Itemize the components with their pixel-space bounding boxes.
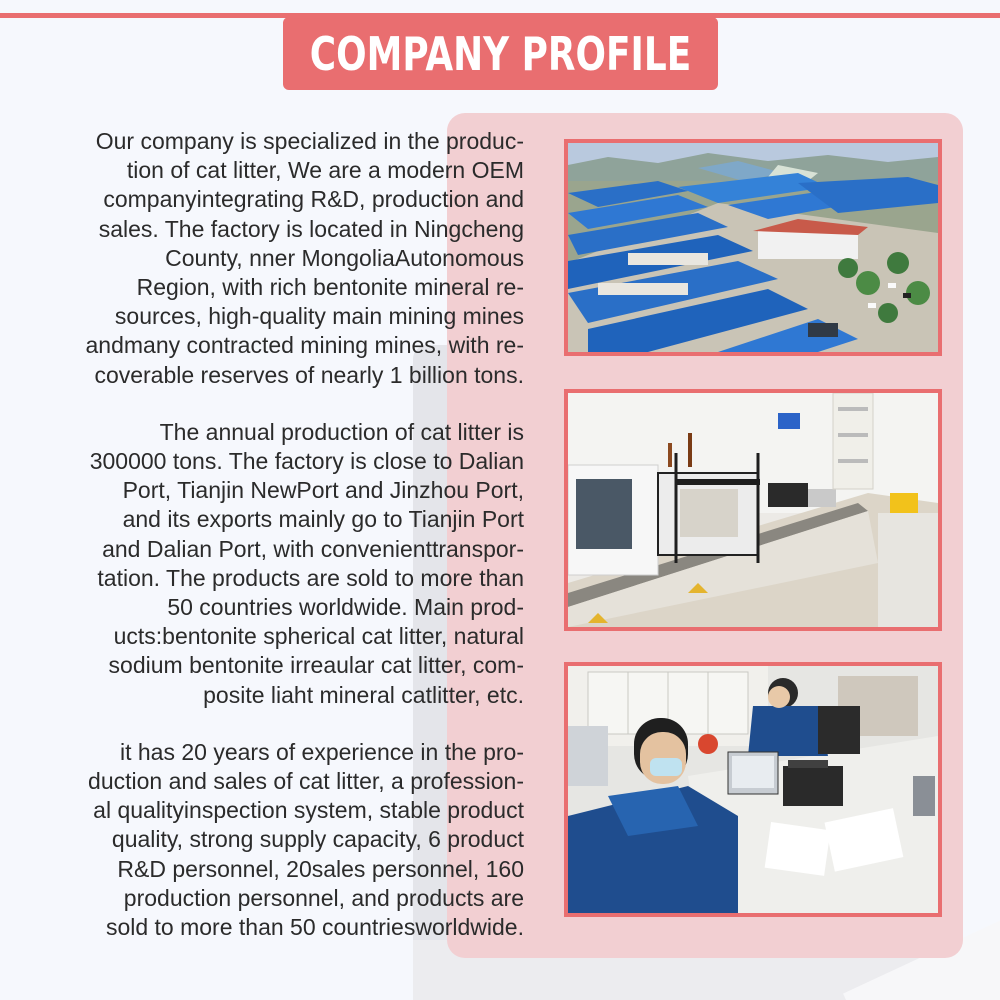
paragraph-line: Our company is specialized in the produc- [95,128,524,154]
profile-paragraph-3 [24,738,524,942]
paragraph-line: posite liaht mineral catlitter, etc. [203,681,524,708]
laboratory-photo [564,389,942,631]
paragraph-line: it has 20 years of experience in the pro- [119,738,524,765]
paragraph-line: tion of cat litter, We are a modern OEM [126,157,524,184]
paragraph-line: production personnel, and products are [123,884,524,911]
office-workers-photo [564,662,942,917]
paragraph-line: quality, strong supply capacity, 6 product [111,826,524,853]
paragraph-line: andmany contracted mining mines, with re- [85,332,524,359]
paragraph-line: sales. The factory is located in Ningcheng [98,215,524,242]
paragraph-line: coverable reserves of nearly 1 billion tons. [94,361,524,388]
paragraph-line: 50 countries worldwide. Main prod- [167,594,524,621]
page-title: COMPANY PROFILE [309,26,692,81]
profile-paragraph-2 [24,418,524,710]
paragraph-line: companyintegrating R&D, production and [103,186,524,213]
paragraph-line: The annual production of cat litter is [159,418,524,445]
paragraph-line: sodium bentonite irreaular cat litter, com- [108,652,524,679]
paragraph-line: 300000 tons. The factory is close to Dalian [89,448,524,475]
paragraph-line: al qualityinspection system, stable product [93,797,524,824]
paragraph-line: ucts:bentonite spherical cat litter, natural [113,623,524,650]
paragraph-line: sold to more than 50 countriesworldwide. [105,914,524,941]
paragraph-line: Region, with rich bentonite mineral re- [136,274,524,301]
paragraph-line: and Dalian Port, with convenienttranspor- [102,535,524,562]
factory-aerial-illustration [568,143,938,352]
laboratory-illustration [568,393,938,627]
paragraph-line: tation. The products are sold to more than [97,564,524,591]
office-workers-illustration [568,666,938,913]
paragraph-line: sources, high-quality main mining mines [114,303,524,330]
factory-aerial-photo [564,139,942,356]
profile-paragraph-1 [24,127,524,390]
paragraph-line: County, nner MongoliaAutonomous [165,244,524,271]
profile-text-column [24,127,524,970]
paragraph-line: Port, Tianjin NewPort and Jinzhou Port, [122,477,524,504]
paragraph-line: R&D personnel, 20sales personnel, 160 [117,855,524,882]
paragraph-line: duction and sales of cat litter, a profession- [88,768,524,795]
title-banner [283,17,718,90]
paragraph-line: and its exports mainly go to Tianjin Port [122,506,524,533]
